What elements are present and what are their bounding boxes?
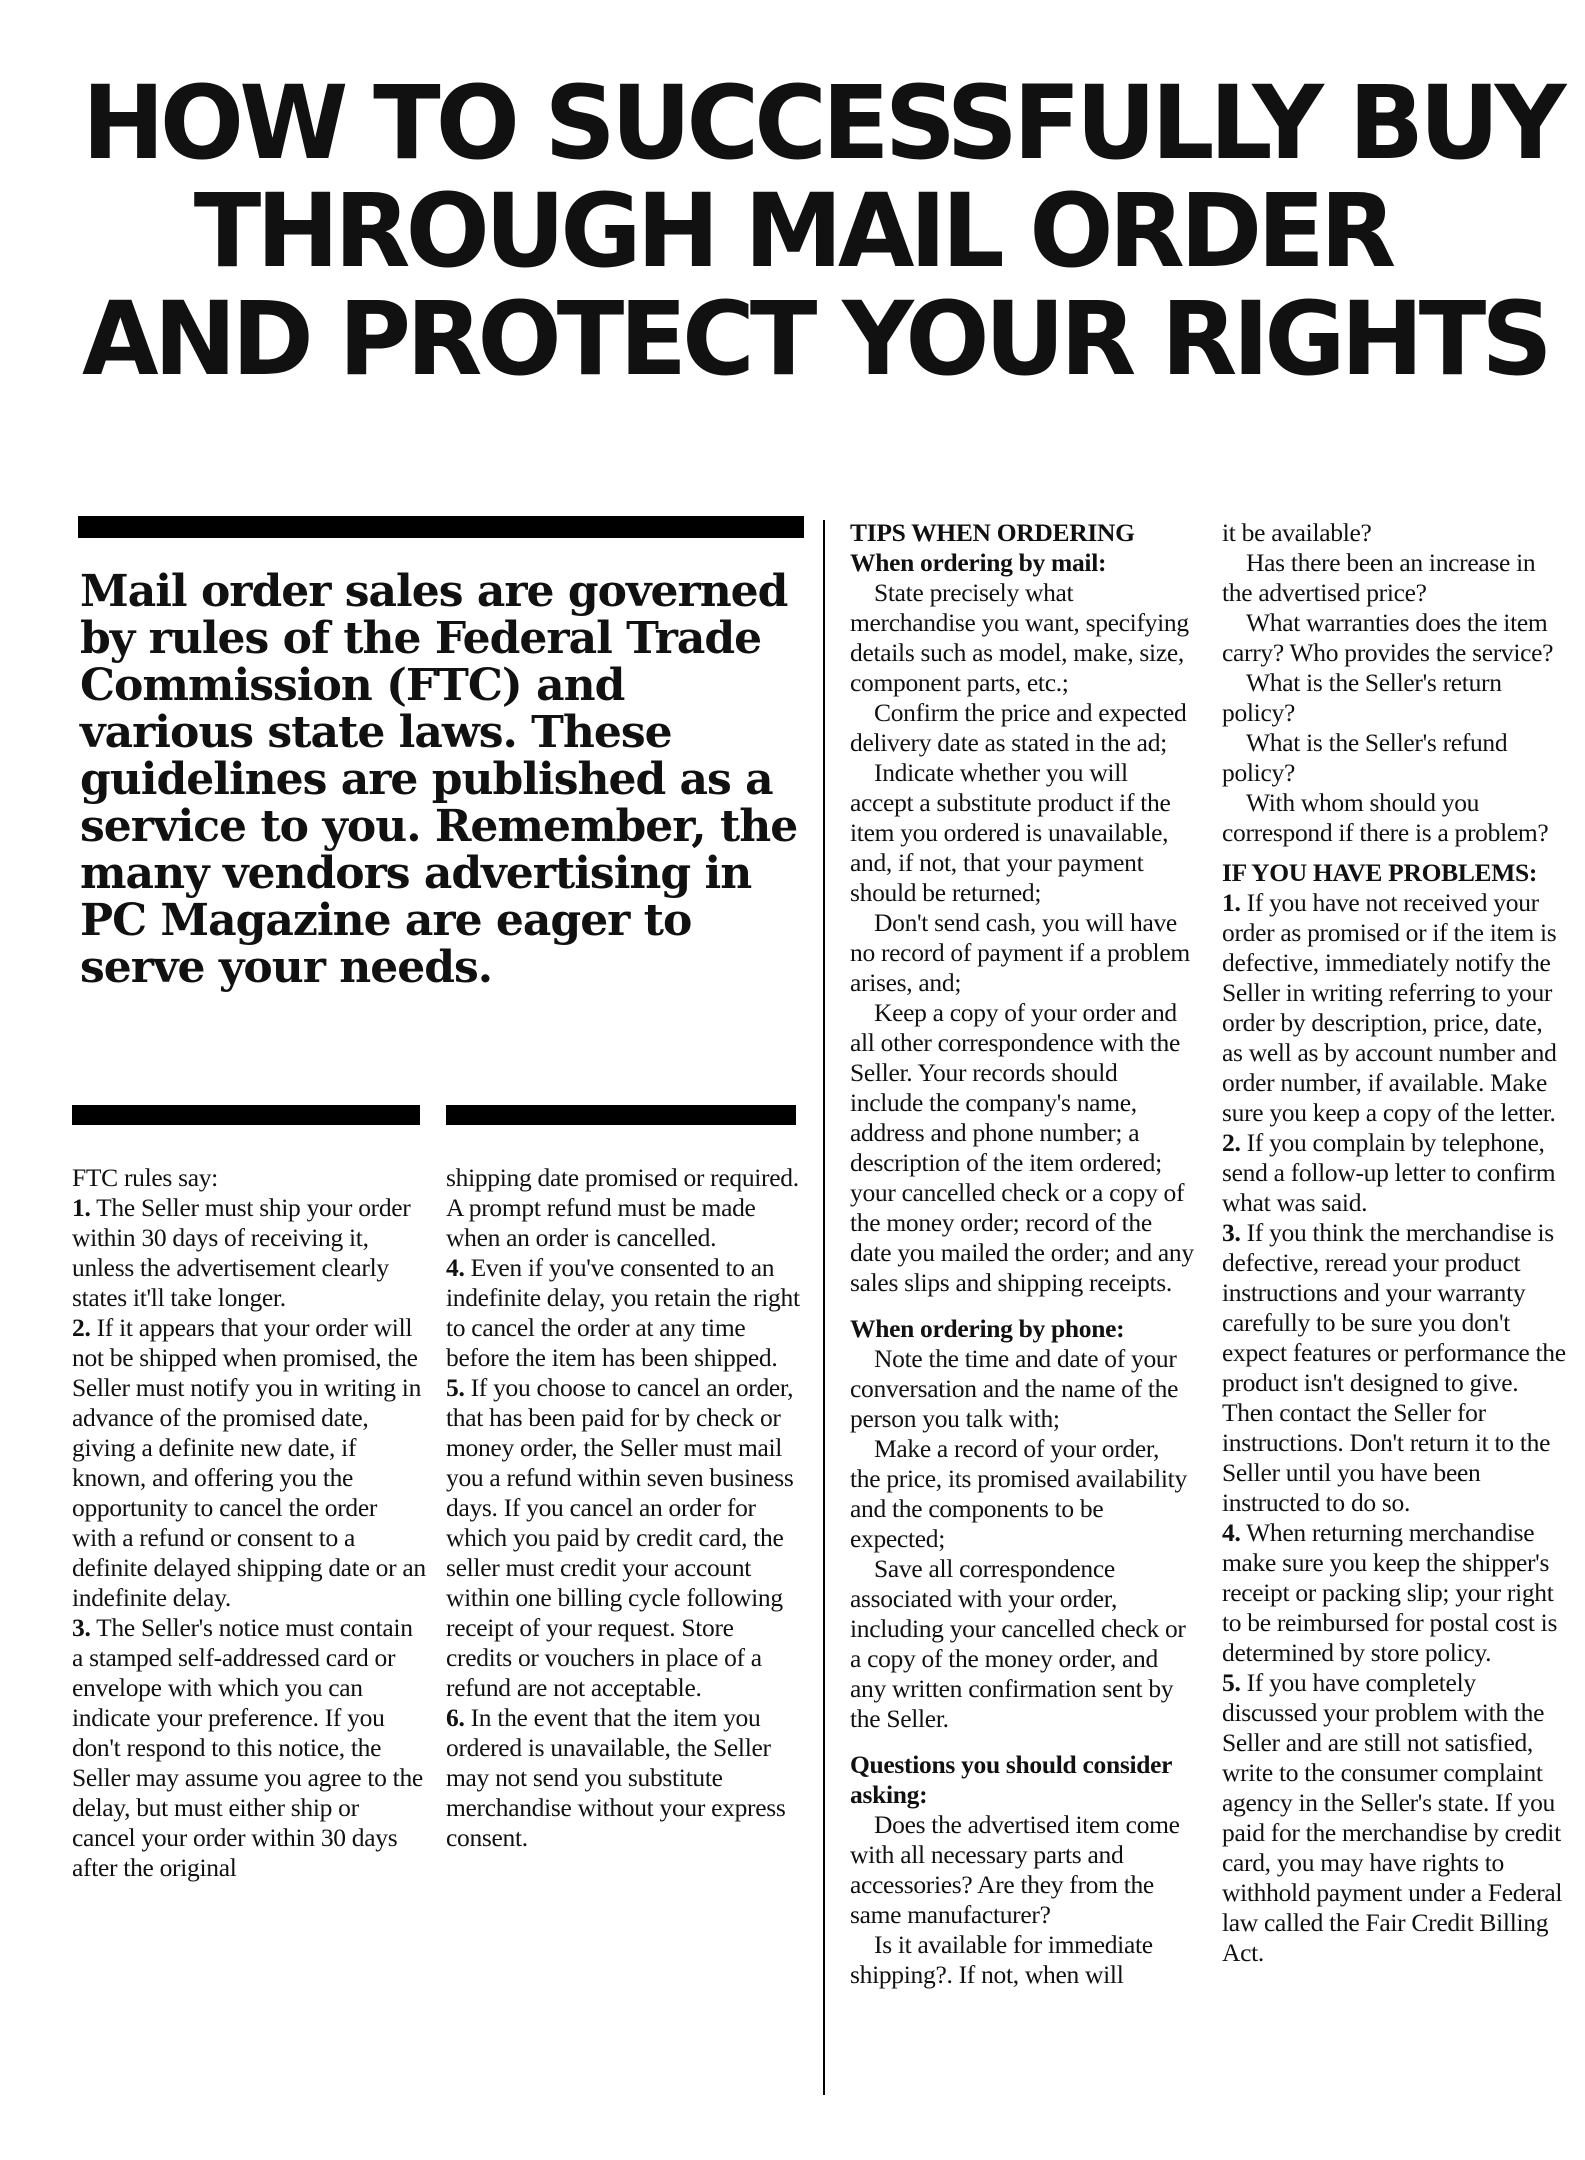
problems-heading: IF YOU HAVE PROBLEMS:: [1222, 858, 1538, 887]
ftc-rule-1: [72, 1193, 427, 1313]
problem-step-2-text: If you complain by telephone, send a follow-up letter to confirm what was said.: [1222, 1128, 1556, 1217]
problem-step-1-text: If you have not received your order as promised or if the item is defective, immediately notify the Seller in writing referring to your order by description, price, date, as well as by account number and order number, if available. Make sure you keep a copy of the letter.: [1222, 888, 1557, 1127]
headline-line-1: HOW TO SUCCESSFULLY BUY: [81, 64, 1562, 183]
questions-heading: Questions you should consider asking:: [850, 1750, 1172, 1809]
headline-line-2: THROUGH MAIL ORDER: [193, 172, 1392, 291]
mail-tip: Indicate whether you will accept a substitute product if the item you ordered is unavailable, and, if not, that your payment should be returned;: [850, 758, 1171, 907]
problem-step-5-text: If you have completely discussed your problem with the Seller and are still not satisfied, write to the consumer complaint agency in the Seller's state. If you paid for the merchandise by credit card, you may have rights to withhold payment under a Federal law called the Fair Credit Billing Act.: [1222, 1668, 1563, 1967]
problem-step-3-text: If you think the merchandise is defective, reread your product instructions and your warranty carefully to be sure you don't expect features or performance the product isn't designed to give. Then contact the Seller for instructions. Don't return it to the Seller until you have been instructed to do so.: [1222, 1218, 1566, 1517]
ftc-rules-column-2: [446, 1163, 801, 1853]
ftc-rule-2-text: If it appears that your order will not be shipped when promised, the Seller must notify you in writing in advance of the promised date, giving a definite new date, if known, and offering you the opportunity to cancel the order with a refund or consent to a definite delayed shipping date or an indefinite delay.: [72, 1313, 426, 1612]
ftc-rule-1-number: 1.: [72, 1193, 91, 1222]
tips-heading: TIPS WHEN ORDERING: [850, 518, 1135, 547]
mail-tip: Don't send cash, you will have no record of payment if a problem arises, and;: [850, 908, 1190, 997]
question: What warranties does the item carry? Who provides the service?: [1222, 608, 1554, 667]
problem-step-2: [1222, 1128, 1567, 1218]
phone-tip: Note the time and date of your conversation and the name of the person you talk with;: [850, 1344, 1179, 1433]
problem-step-3: [1222, 1218, 1567, 1518]
ftc-rule-6: [446, 1703, 801, 1853]
problem-step-3-number: 3.: [1222, 1218, 1241, 1247]
phone-ordering-heading: When ordering by phone:: [850, 1314, 1125, 1343]
ftc-rule-5-number: 5.: [446, 1373, 465, 1402]
headline-line-3: AND PROTECT YOUR RIGHTS: [81, 280, 1548, 399]
column-1-rule: [72, 1105, 420, 1125]
problem-step-1: [1222, 888, 1567, 1128]
mail-tip: Keep a copy of your order and all other correspondence with the Seller. Your records should include the company's name, address and phone number; a description of the item ordered; your cancelled check or a copy of the money order; record of the date you mailed the order; and any sales slips and shipping receipts.: [850, 998, 1194, 1297]
problem-step-1-number: 1.: [1222, 888, 1241, 917]
ftc-rule-3-text: The Seller's notice must contain a stamped self-addressed card or envelope with which you can indicate your preference. If you don't respond to this notice, the Seller may assume you agree to the delay, but must either ship or cancel your order within 30 days after the original: [72, 1613, 423, 1882]
tips-column: [850, 518, 1195, 1990]
problem-step-4: [1222, 1518, 1567, 1668]
question: Is it available for immediate shipping?. If not, when will: [850, 1930, 1153, 1989]
problems-column: [1222, 518, 1567, 1968]
headline: [81, 64, 1562, 399]
ftc-heading: FTC rules say:: [72, 1163, 218, 1192]
ftc-rules-column-1: [72, 1163, 427, 1883]
ftc-rule-4-number: 4.: [446, 1253, 465, 1282]
ftc-rule-5-text: If you choose to cancel an order, that has been paid for by check or money order, the Seller must mail you a refund within seven business days. If you cancel an order for which you paid by credit card, the seller must credit your account within one billing cycle following receipt of your request. Store credits or vouchers in place of a refund are not acceptable.: [446, 1373, 794, 1702]
ftc-rule-1-text: The Seller must ship your order within 30 days of receiving it, unless the advertisement clearly states it'll take longer.: [72, 1193, 411, 1312]
ftc-rule-3-number: 3.: [72, 1613, 91, 1642]
problem-step-5: [1222, 1668, 1567, 1968]
ftc-rule-6-number: 6.: [446, 1703, 465, 1732]
ftc-rule-5: [446, 1373, 801, 1703]
ftc-rule-4-text: Even if you've consented to an indefinite delay, you retain the right to cancel the order at any time before the item has been shipped.: [446, 1253, 800, 1372]
column-divider: [823, 520, 825, 2095]
problem-step-4-text: When returning merchandise make sure you keep the shipper's receipt or packing slip; your right to be reimbursed for postal cost is determined by store policy.: [1222, 1518, 1558, 1667]
phone-tip: Make a record of your order, the price, its promised availability and the components to be expected;: [850, 1434, 1187, 1553]
intro-rule: [78, 516, 804, 538]
problem-step-5-number: 5.: [1222, 1668, 1241, 1697]
ftc-rule-2-number: 2.: [72, 1313, 91, 1342]
ftc-rule-3: [72, 1613, 427, 1883]
ftc-rule-6-text: In the event that the item you ordered is unavailable, the Seller may not send you substitute merchandise without your express consent.: [446, 1703, 786, 1852]
mail-tip: Confirm the price and expected delivery date as stated in the ad;: [850, 698, 1187, 757]
ftc-rule-3-continued: shipping date promised or required. A prompt refund must be made when an order is cancelled.: [446, 1163, 799, 1252]
problem-step-2-number: 2.: [1222, 1128, 1241, 1157]
ftc-rule-2: [72, 1313, 427, 1613]
question: With whom should you correspond if there is a problem?: [1222, 788, 1549, 847]
ftc-rule-4: [446, 1253, 801, 1373]
mail-tip: State precisely what merchandise you want, specifying details such as model, make, size, component parts, etc.;: [850, 578, 1189, 697]
question: Does the advertised item come with all necessary parts and accessories? Are they from the same manufacturer?: [850, 1810, 1180, 1929]
intro-statement: Mail order sales are governed by rules of the Federal Trade Commission (FTC) and various state laws. These guidelines are published as a service to you. Remember, the many vendors advertising in PC Magazine are eager to serve your needs.: [80, 566, 798, 993]
question: Has there been an increase in the advertised price?: [1222, 548, 1536, 607]
question: What is the Seller's refund policy?: [1222, 728, 1508, 787]
problem-step-4-number: 4.: [1222, 1518, 1241, 1547]
column-2-rule: [446, 1105, 796, 1125]
mail-ordering-heading: When ordering by mail:: [850, 548, 1107, 577]
question: What is the Seller's return policy?: [1222, 668, 1502, 727]
phone-tip: Save all correspondence associated with your order, including your cancelled check or a copy of the money order, and any written confirmation sent by the Seller.: [850, 1554, 1186, 1733]
question-continued: it be available?: [1222, 518, 1372, 547]
